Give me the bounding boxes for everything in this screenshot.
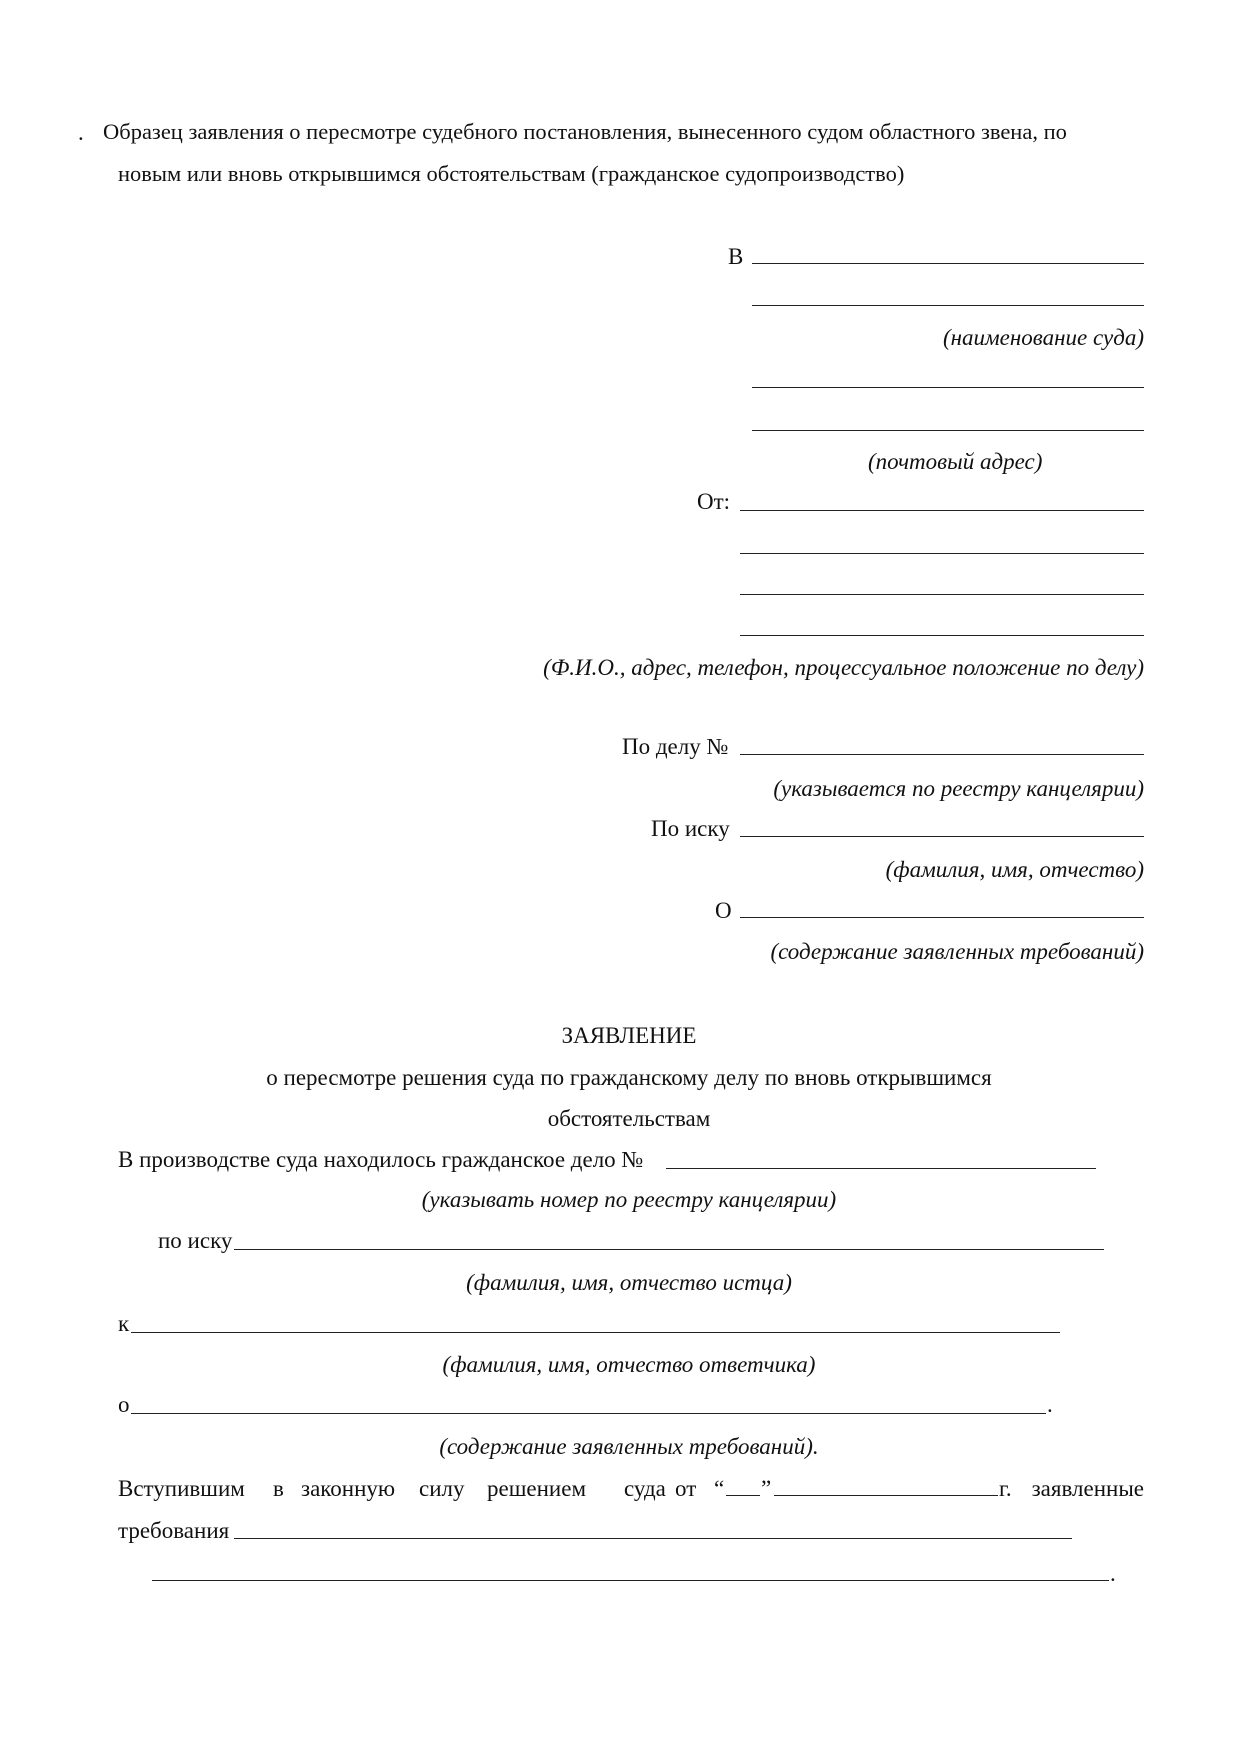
body-case-number-field[interactable]	[666, 1168, 1096, 1169]
body-claim-prefix: по иску	[158, 1228, 233, 1253]
body-to-prefix: к	[118, 1311, 130, 1336]
court-name-field-1[interactable]	[752, 263, 1144, 264]
body-plaintiff-field[interactable]	[234, 1249, 1104, 1250]
applicant-field-1[interactable]	[740, 510, 1144, 511]
word-force: силу	[419, 1476, 465, 1501]
heading-line-2: новым или вновь открывшимся обстоятельствам (гражданское судопроизводство)	[118, 161, 905, 186]
requirements-field-2[interactable]	[152, 1580, 1109, 1581]
decision-day-field[interactable]	[726, 1495, 760, 1496]
about-label: О	[715, 898, 732, 923]
court-caption: (наименование суда)	[942, 325, 1144, 350]
document-subtitle-1: о пересмотре решения суда по гражданскому делу по вновь открывшимся	[266, 1065, 992, 1090]
document-title: ЗАЯВЛЕНИЕ	[561, 1023, 697, 1048]
applicant-field-2[interactable]	[740, 553, 1144, 554]
year-suffix: г.	[999, 1476, 1012, 1501]
word-legal: законную	[301, 1476, 396, 1501]
date-quote-open: “	[714, 1476, 725, 1501]
case-in-court-text: В производстве суда находилось гражданское дело №	[118, 1147, 644, 1172]
body-caption-1: (указывать номер по реестру канцелярии)	[421, 1187, 837, 1212]
document-subtitle-2: обстоятельствам	[547, 1106, 711, 1131]
body-end-dot: .	[1047, 1392, 1053, 1417]
heading-line-1: Образец заявления о пересмотре судебного постановления, вынесенного судом областного звена, по	[103, 119, 1067, 144]
date-quote-close: ”	[761, 1476, 772, 1501]
requirements-field-1[interactable]	[234, 1538, 1072, 1539]
body-caption-3: (фамилия, имя, отчество ответчика)	[442, 1352, 816, 1377]
word-from: от	[675, 1476, 697, 1501]
address-field-1[interactable]	[752, 387, 1144, 388]
word-decision: решением	[487, 1476, 587, 1501]
decision-date-field[interactable]	[774, 1495, 998, 1496]
body-caption-4: (содержание заявленных требований).	[439, 1434, 819, 1459]
final-dot: .	[1110, 1561, 1116, 1586]
from-label: От:	[697, 489, 731, 514]
claim-label: По иску	[651, 816, 730, 841]
applicant-caption: (Ф.И.О., адрес, телефон, процессуальное положение по делу)	[543, 655, 1144, 680]
about-caption: (содержание заявленных требований)	[770, 939, 1144, 964]
case-caption: (указывается по реестру канцелярии)	[773, 776, 1144, 801]
claim-caption: (фамилия, имя, отчество)	[885, 857, 1144, 882]
body-about-prefix: о	[118, 1392, 130, 1417]
case-number-field[interactable]	[740, 754, 1144, 755]
word-entered: Вступившим	[118, 1476, 245, 1501]
body-caption-2: (фамилия, имя, отчество истца)	[466, 1270, 792, 1295]
to-label: В	[728, 244, 744, 269]
case-label: По делу №	[622, 734, 729, 759]
body-claims-field[interactable]	[131, 1413, 1046, 1414]
applicant-field-3[interactable]	[740, 594, 1144, 595]
claim-field[interactable]	[740, 836, 1144, 837]
word-court: суда	[624, 1476, 666, 1501]
address-field-2[interactable]	[752, 430, 1144, 431]
word-in: в	[273, 1476, 284, 1501]
body-defendant-field[interactable]	[131, 1332, 1060, 1333]
requirements-prefix: требования	[118, 1518, 230, 1543]
court-name-field-2[interactable]	[752, 305, 1144, 306]
about-field[interactable]	[740, 917, 1144, 918]
applicant-field-4[interactable]	[740, 635, 1144, 636]
address-caption: (почтовый адрес)	[868, 449, 1043, 474]
word-declared: заявленные	[1031, 1476, 1144, 1501]
heading-bullet: .	[78, 120, 84, 145]
